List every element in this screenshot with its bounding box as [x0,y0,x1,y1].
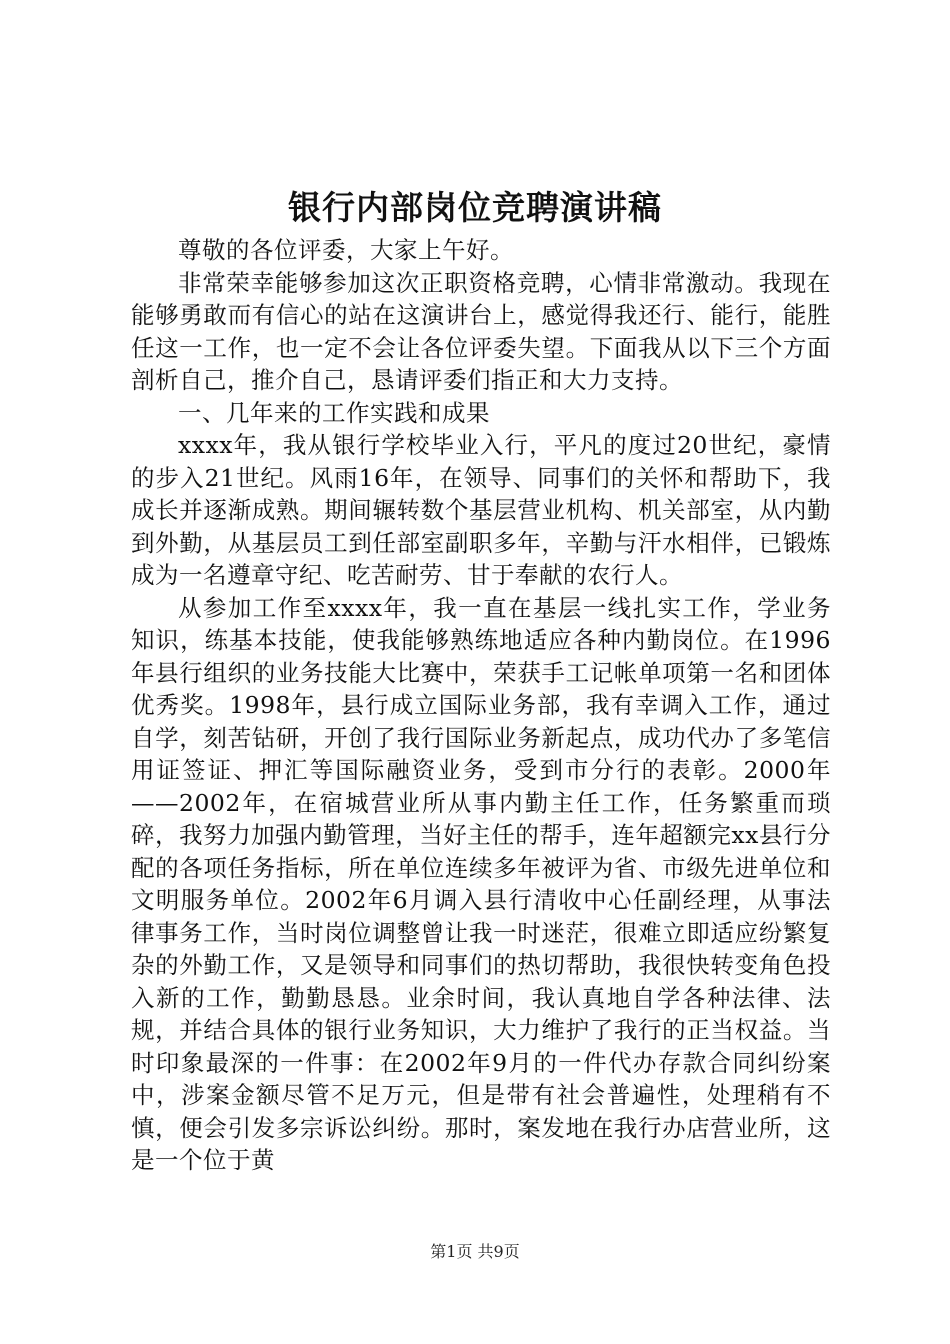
body-paragraph: 从参加工作至xxxx年，我一直在基层一线扎实工作，学业务知识，练基本技能，使我能够熟练地适应各种内勤岗位。在1996年县行组织的业务技能大比赛中，荣获手工记帐单项第一名和团体优秀奖。1998年，县行成立国际业务部，我有幸调入工作，通过自学，刻苦钻研，开创了我行国际业务新起点，成功代办了多笔信用证签证、押汇等国际融资业务，受到市分行的表彰。2000年——2002年，在宿城营业所从事内勤主任工作，任务繁重而琐碎，我努力加强内勤管理，当好主任的帮手，连年超额完xx县行分配的各项任务指标，所在单位连续多年被评为省、市级先进单位和文明服务单位。2002年6月调入县行清收中心任副经理，从事法律事务工作，当时岗位调整曾让我一时迷茫，很难立即适应纷繁复杂的外勤工作，又是领导和同事们的热切帮助，我很快转变角色投入新的工作，勤勤恳恳。业余时间，我认真地自学各种法律、法规，并结合具体的银行业务知识，大力维护了我行的正当权益。当时印象最深的一件事：在2002年9月的一件代办存款合同纠纷案中，涉案金额尽管不足万元，但是带有社会普遍性，处理稍有不慎，便会引发多宗诉讼纠纷。那时，案发地在我行办店营业所，这是一个位于黄 [131,593,831,1174]
greeting-paragraph: 尊敬的各位评委，大家上午好。 [178,236,514,264]
section-heading: 一、几年来的工作实践和成果 [178,398,490,427]
document-body [131,234,831,1177]
intro-paragraph: 非常荣幸能够参加这次正职资格竞聘，心情非常激动。我现在能够勇敢而有信心的站在这演讲台上，感觉得我还行、能行，能胜任这一工作，也一定不会让各位评委失望。下面我从以下三个方面剖析自己，推介自己，恳请评委们指正和大力支持。 [131,268,831,394]
document-title: 银行内部岗位竞聘演讲稿 [288,188,662,227]
body-paragraph: xxxx年，我从银行学校毕业入行，平凡的度过20世纪，豪情的步入21世纪。风雨16年，在领导、同事们的关怀和帮助下，我成长并逐渐成熟。期间辗转数个基层营业机构、机关部室，从内勤到外勤，从基层员工到任部室副职多年，辛勤与汗水相伴，已锻炼成为一名遵章守纪、吃苦耐劳、甘于奉献的农行人。 [131,431,831,589]
page-number-footer: 第1页 共9页 [430,1242,520,1261]
